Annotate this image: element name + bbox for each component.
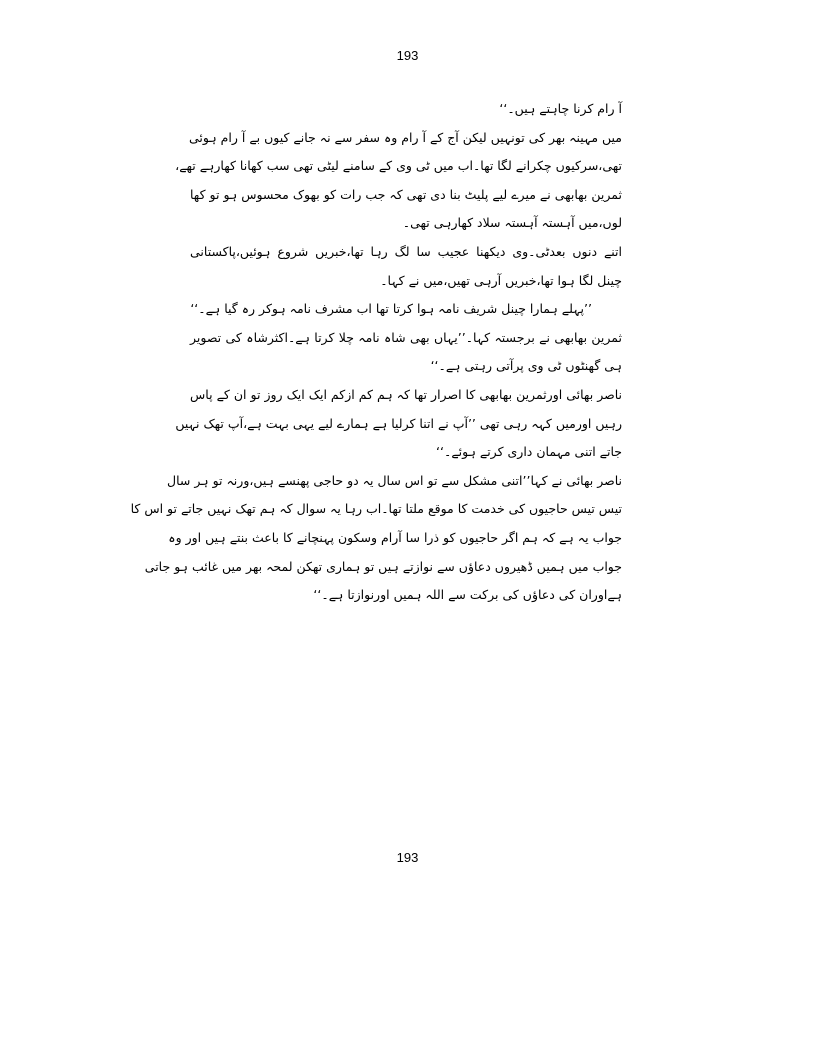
text-line: چینل لگا ہوا تھا،خبریں آرہی تھیں،میں نے کہا۔ (380, 272, 622, 288)
text-line: ناصر بھائی اورثمرین بھابھی کا اصرار تھا کہ ہم کم ازکم ایک ایک روز تو ان کے پاس (190, 386, 622, 402)
text-line: ثمرین بھابھی نے میرے لیے پلیٹ بنا دی تھی کہ جب رات کو بھوک محسوس ہو تو کھا (190, 186, 622, 202)
text-body (130, 95, 622, 610)
page-number-top: 193 (396, 48, 419, 63)
text-line: جواب یہ ہے کہ ہم اگر حاجیوں کو ذرا سا آرام وسکون پہنچانے کا باعث بنتے ہیں اور وہ (168, 529, 622, 545)
text-line: لوں،میں آہستہ آہستہ سلاد کھارہی تھی۔ (402, 215, 622, 231)
text-line: جواب میں ہمیں ڈھیروں دعاؤں سے نوازتے ہیں تو ہماری تھکن لمحہ بھر میں غائب ہو جاتی (144, 558, 622, 574)
text-line: رہیں اورمیں کہہ رہی تھی ’’آپ نے اتنا کرلیا ہے ہمارے لیے یہی بہت ہے،آپ تھک نہیں (175, 415, 622, 431)
text-line: ثمرین بھابھی نے برجستہ کہا۔’’یہاں بھی شاہ نامہ چلا کرتا ہے۔اکثرشاہ کی تصویر (190, 329, 622, 345)
text-line: میں مہینہ بھر کی تونہیں لیکن آج کے آ رام وہ سفر سے نہ جانے کیوں بے آ رام ہوئی (189, 129, 622, 145)
text-line: ہی گھنٹوں ٹی وی پرآتی رہتی ہے۔‘‘ (430, 358, 622, 374)
text-line: ناصر بھائی نے کہا’’اتنی مشکل سے تو اس سال یہ دو حاجی پھنسے ہیں،ورنہ تو ہر سال (167, 472, 622, 488)
page-number-bottom: 193 (396, 850, 419, 865)
text-line: جاتے اتنی مہمان داری کرتے ہوئے۔‘‘ (436, 444, 622, 460)
text-line: تھی،سرکیوں چکرانے لگا تھا۔اب میں ٹی وی کے سامنے لیٹی تھی سب کھانا کھارہے تھے، (175, 158, 622, 174)
text-line: تیس تیس حاجیوں کی خدمت کا موقع ملتا تھا۔اب رہا یہ سوال کہ ہم تھک نہیں جاتے تو اس کا (130, 501, 622, 517)
text-line: ہےاوران کی دعاؤں کی برکت سے اللہ ہمیں اورنوازتا ہے۔‘‘ (313, 587, 622, 603)
text-line: ’’پہلے ہمارا چینل شریف نامہ ہوا کرتا تھا اب مشرف نامہ ہوکر رہ گیا ہے۔‘‘ (190, 301, 592, 317)
text-line: آ رام کرنا چاہتے ہیں۔‘‘ (499, 101, 622, 116)
text-line: اتنے دنوں بعدٹی۔وی دیکھنا عجیب سا لگ رہا تھا،خبریں شروع ہوئیں،پاکستانی (190, 243, 622, 259)
